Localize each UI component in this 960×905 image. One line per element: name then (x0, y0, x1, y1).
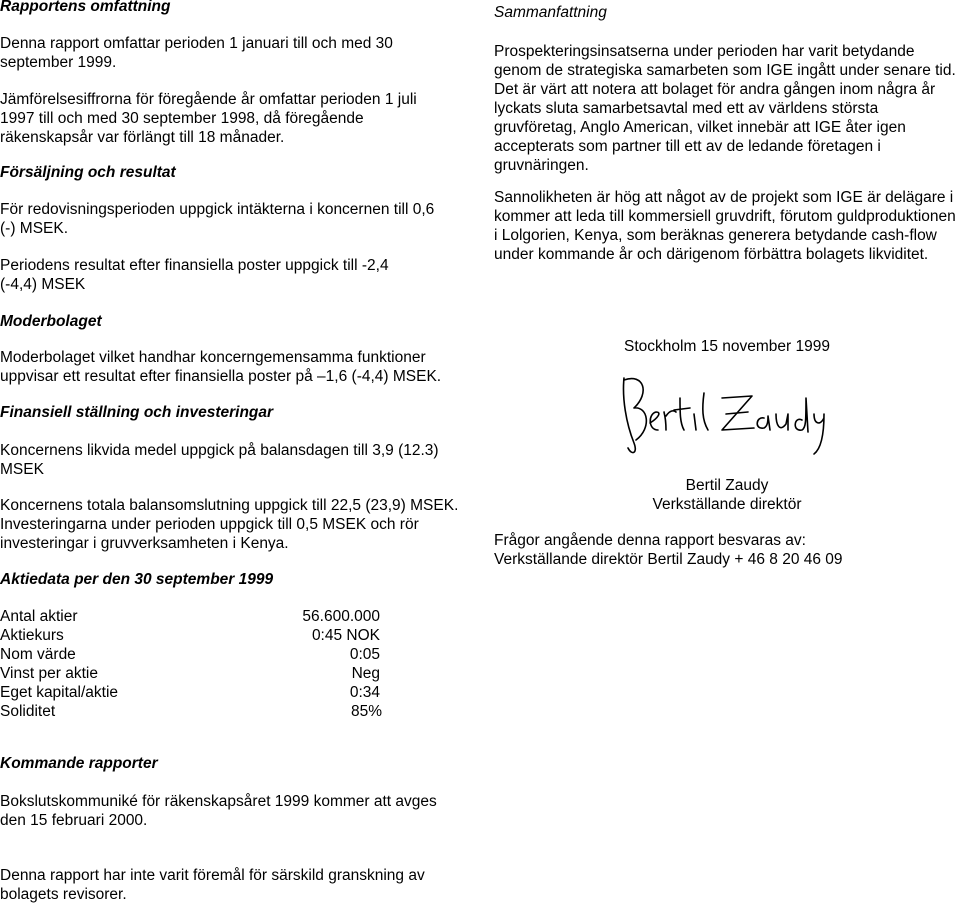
share-label: Eget kapital/aktie (0, 684, 119, 701)
share-label: Soliditet (0, 703, 56, 720)
table-row (0, 645, 385, 664)
reports-heading: Kommande rapporter (0, 755, 158, 772)
finance-heading: Finansiell ställning och investeringar (0, 404, 274, 421)
share-label: Antal aktier (0, 608, 78, 625)
table-row (0, 683, 385, 702)
table-row (0, 626, 385, 645)
place-date: Stockholm 15 november 1999 (624, 338, 830, 355)
share-label: Aktiekurs (0, 627, 64, 644)
share-label: Vinst per aktie (0, 665, 98, 682)
share-data-table (0, 607, 385, 721)
scope-paragraph-1: Denna rapport omfattar perioden 1 januari till och med 30 september 1999. (0, 35, 393, 71)
scope-heading: Rapportens omfattning (0, 0, 171, 15)
share-label: Nom värde (0, 646, 76, 663)
summary-heading: Sammanfattning (494, 4, 607, 21)
sales-heading: Försäljning och resultat (0, 164, 176, 181)
share-value: 56.600.000 (302, 608, 380, 625)
share-value: 0:45 NOK (311, 627, 380, 644)
questions-line-2: Verkställande direktör Bertil Zaudy + 46 8 20 46 09 (494, 551, 843, 568)
table-row (0, 664, 385, 683)
share-value: 0:34 (349, 684, 380, 701)
signer-title: Verkställande direktör (652, 496, 802, 513)
review-paragraph: Denna rapport har inte varit föremål för särskild granskning av bolagets revisorer. (0, 867, 425, 903)
share-value: Neg (351, 665, 380, 682)
reports-paragraph-1: Bokslutskommuniké för räkenskapsåret 1999 kommer att avges den 15 februari 2000. (0, 793, 437, 829)
share-data-heading: Aktiedata per den 30 september 1999 (0, 571, 274, 588)
table-row (0, 607, 385, 626)
share-value: 85% (350, 703, 382, 720)
summary-paragraph-1: Prospekteringsinsatserna under perioden har varit betydande genom de strategiska samarbeten som IGE ingått under senare tid. Det är värt att notera att bolaget för andra gången inom några år lyckats sluta samarbetsavtal med ett av världens största gruvföretag, Anglo American, vilket innebär att IGE åter igen accepterats som partner till ett av de ledande företagen i gruvnäringen. (494, 43, 956, 174)
right-column (494, 0, 960, 905)
parent-paragraph-1: Moderbolaget vilket handhar koncerngemensamma funktioner uppvisar ett resultat efter finansiella poster på –1,6 (-4,4) MSEK. (0, 349, 442, 385)
parent-heading: Moderbolaget (0, 313, 102, 330)
signer-name: Bertil Zaudy (685, 477, 769, 494)
share-value: 0:05 (349, 646, 380, 663)
summary-paragraph-2: Sannolikheten är hög att något av de projekt som IGE är delägare i kommer att leda till kommersiell gruvdrift, förutom guldproduktionen i Lolgorien, Kenya, som beräknas generera betydande cash-flow under kommande år och därigenom förbättra bolagets likviditet. (494, 189, 956, 263)
sales-paragraph-2: Periodens resultat efter finansiella poster uppgick till -2,4 (-4,4) MSEK (0, 257, 389, 293)
scope-paragraph-2: Jämförelsesiffrorna för föregående år omfattar perioden 1 juli 1997 till och med 30 september 1998, då föregående räkenskapsår var förlängt till 18 månader. (0, 91, 417, 146)
sales-paragraph-1: För redovisningsperioden uppgick intäkterna i koncernen till 0,6 (-) MSEK. (0, 201, 435, 237)
questions-line-1: Frågor angående denna rapport besvaras av: (494, 532, 806, 549)
table-row (0, 702, 385, 721)
finance-paragraph-1: Koncernens likvida medel uppgick på balansdagen till 3,9 (12.3) MSEK (0, 442, 439, 478)
finance-paragraph-2: Koncernens totala balansomslutning uppgick till 22,5 (23,9) MSEK. Investeringarna under perioden uppgick till 0,5 MSEK och rör investeringar i gruvverksamheten i Kenya. (0, 497, 459, 552)
signature (614, 368, 834, 458)
